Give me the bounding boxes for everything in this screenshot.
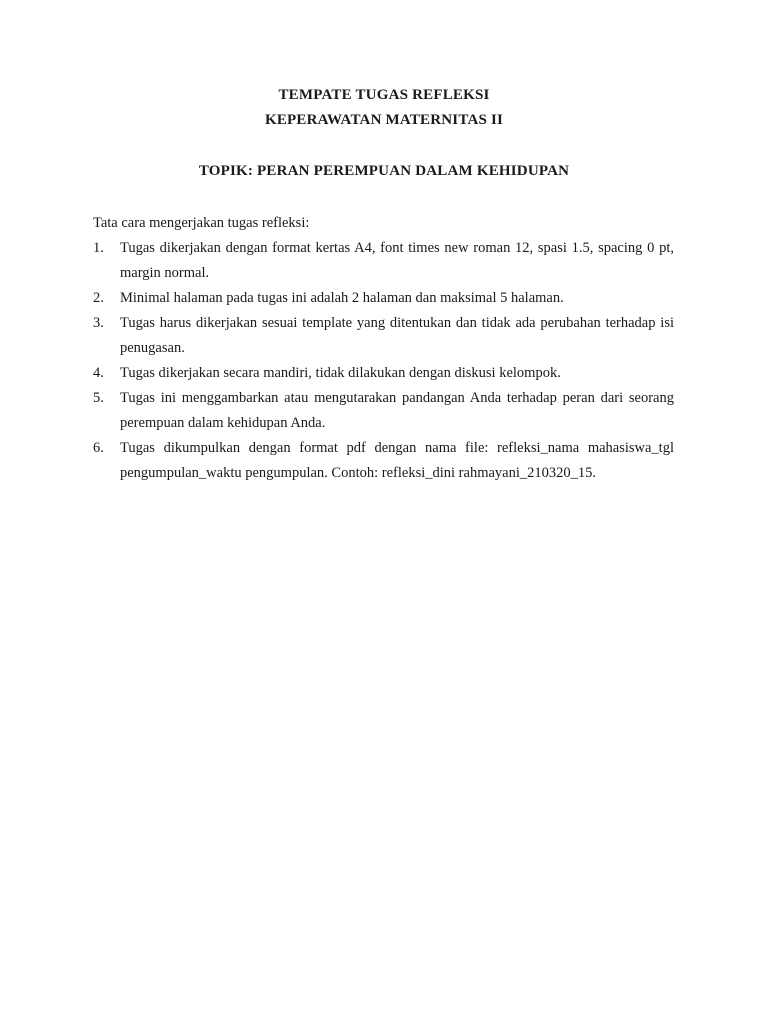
document-topic: TOPIK: PERAN PEREMPUAN DALAM KEHIDUPAN: [198, 163, 570, 179]
list-item: [93, 386, 674, 436]
list-item-text: Tugas dikerjakan dengan format kertas A4, font times new roman 12, spasi 1.5, spacing 0 pt, margin normal.: [120, 240, 674, 281]
list-item-number: 2.: [93, 290, 104, 306]
list-item: [93, 311, 674, 361]
list-item-text: Minimal halaman pada tugas ini adalah 2 halaman dan maksimal 5 halaman.: [120, 290, 564, 306]
list-item-number: 6.: [93, 440, 104, 456]
list-item: [93, 436, 674, 486]
list-item-number: 3.: [93, 315, 104, 331]
list-item-text: Tugas harus dikerjakan sesuai template yang ditentukan dan tidak ada perubahan terhadap isi penugasan.: [120, 315, 674, 356]
list-item-number: 4.: [93, 365, 104, 381]
instructions-section: [93, 211, 674, 486]
list-item-text: Tugas dikumpulkan dengan format pdf dengan nama file: refleksi_nama mahasiswa_tgl pengumpulan_waktu pengumpulan. Contoh: refleksi_dini rahmayani_210320_15.: [120, 440, 674, 481]
list-item: [93, 286, 674, 311]
list-item-text: Tugas dikerjakan secara mandiri, tidak dilakukan dengan diskusi kelompok.: [120, 365, 561, 381]
instructions-list: [93, 236, 674, 486]
document-title: TEMPATE TUGAS REFLEKSI: [278, 87, 490, 103]
list-item-number: 5.: [93, 390, 104, 406]
list-item: [93, 236, 674, 286]
list-item-number: 1.: [93, 240, 104, 256]
list-item: [93, 361, 674, 386]
instructions-intro: Tata cara mengerjakan tugas refleksi:: [93, 215, 310, 231]
document-subtitle: KEPERAWATAN MATERNITAS II: [264, 112, 504, 128]
list-item-text: Tugas ini menggambarkan atau mengutarakan pandangan Anda terhadap peran dari seorang perempuan dalam kehidupan Anda.: [120, 390, 674, 431]
